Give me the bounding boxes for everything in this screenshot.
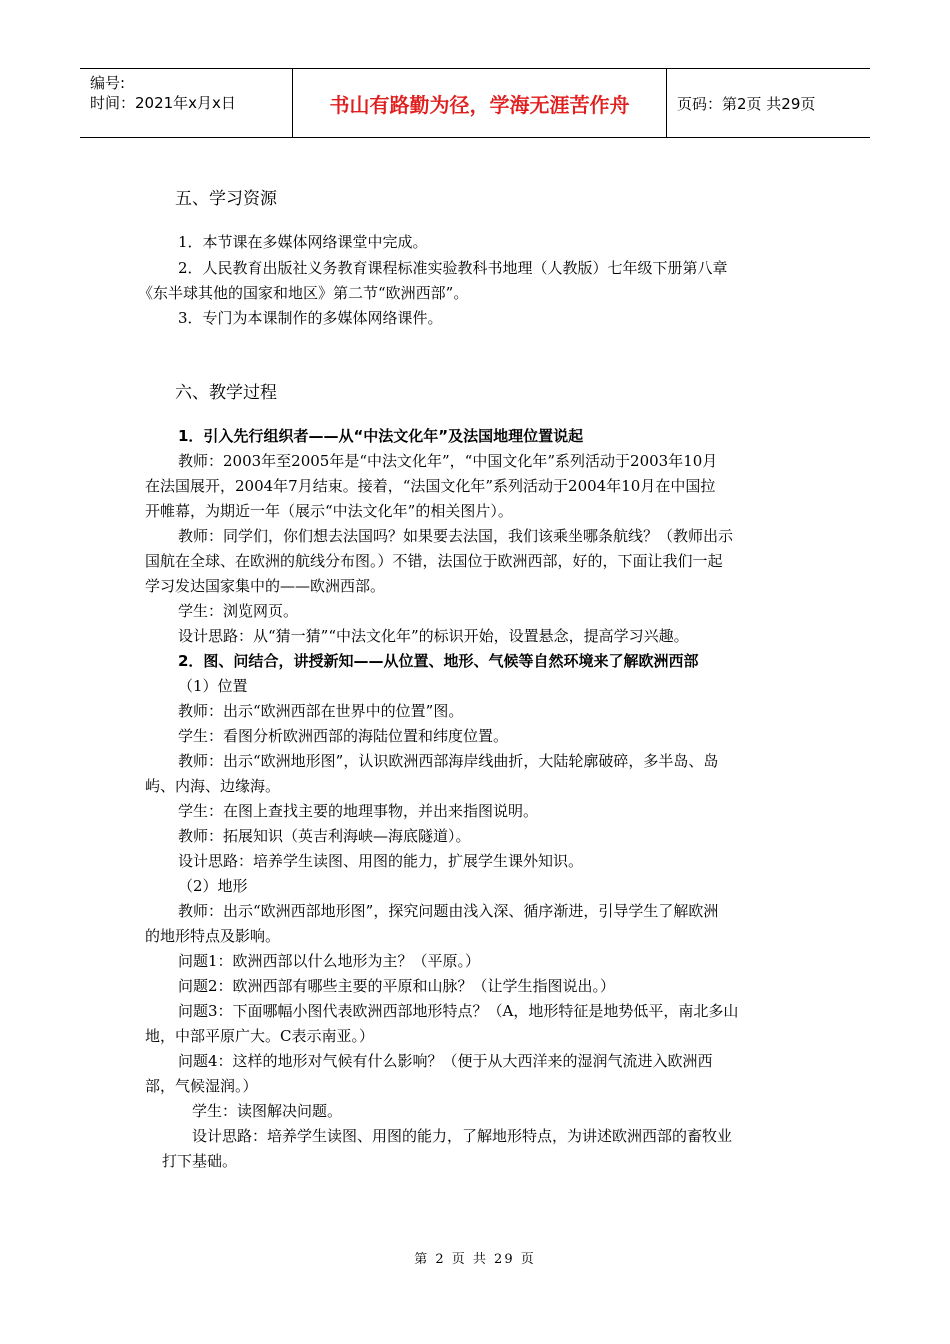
paragraph-line: 学生：看图分析欧洲西部的海陆位置和纬度位置。: [178, 727, 509, 745]
section5-item: 《东半球其他的国家和地区》第二节“欧洲西部”。: [138, 284, 469, 302]
paragraph-line: 设计思路：培养学生读图、用图的能力，了解地形特点，为讲述欧洲西部的畜牧业: [192, 1127, 733, 1145]
paragraph-line: 学生：读图解决问题。: [192, 1102, 343, 1120]
page-info: 页码：第2页 共29页: [677, 94, 816, 113]
paragraph-line: 国航在全球、在欧洲的航线分布图。）不错，法国位于欧洲西部，好的，下面让我们一起: [145, 552, 723, 570]
paragraph-line: 教师：出示“欧洲西部地形图”，探究问题由浅入深、循序渐进，引导学生了解欧洲: [178, 902, 719, 920]
number-label: 编号:: [90, 74, 126, 92]
paragraph-line: 学生：在图上查找主要的地理事物，并出来指图说明。: [178, 802, 539, 820]
paragraph-line: 学习发达国家集中的——欧洲西部。: [145, 577, 386, 595]
subheading-1: 1．引入先行组织者——从“中法文化年”及法国地理位置说起: [178, 427, 584, 445]
paragraph-line: 设计思路：培养学生读图、用图的能力，扩展学生课外知识。: [178, 852, 584, 870]
section5-item: 2．人民教育出版社义务教育课程标准实验教科书地理（人教版）七年级下册第八章: [178, 259, 728, 277]
paragraph-line: （2）地形: [178, 877, 248, 895]
paragraph-line: 教师：同学们，你们想去法国吗？如果要去法国，我们该乘坐哪条航线？（教师出示: [178, 527, 734, 545]
paragraph-line: 学生：浏览网页。: [178, 602, 299, 620]
section5-title: 五、学习资源: [175, 189, 277, 209]
section6-title: 六、教学过程: [175, 383, 277, 403]
section5-item: 1．本节课在多媒体网络课堂中完成。: [178, 233, 428, 251]
paragraph-line: 问题3：下面哪幅小图代表欧洲西部地形特点？（A，地形特征是地势低平，南北多山: [178, 1002, 739, 1020]
date-label: 时间：2021年x月x日: [90, 94, 236, 112]
paragraph-line: 问题1：欧洲西部以什么地形为主？（平原。）: [178, 952, 481, 970]
section5-item: 3．专门为本课制作的多媒体网络课件。: [178, 309, 443, 327]
paragraph-line: 屿、内海、边缘海。: [145, 777, 281, 795]
paragraph-line: 教师：拓展知识（英吉利海峡—海底隧道）。: [178, 827, 471, 845]
header-table: [80, 68, 870, 138]
paragraph-line: 开帷幕，为期近一年（展示“中法文化年”的相关图片）。: [145, 502, 513, 520]
paragraph-line: 部，气候湿润。）: [145, 1077, 258, 1095]
paragraph-line: 打下基础。: [162, 1152, 238, 1170]
subheading-2: 2．图、问结合，讲授新知——从位置、地形、气候等自然环境来了解欧洲西部: [178, 652, 699, 670]
paragraph-line: 教师：出示“欧洲地形图”，认识欧洲西部海岸线曲折，大陆轮廓破碎，多半岛、岛: [178, 752, 719, 770]
paragraph-line: 问题2：欧洲西部有哪些主要的平原和山脉？（让学生指图说出。）: [178, 977, 616, 995]
paragraph-line: （1）位置: [178, 677, 248, 695]
page-footer: 第 2 页 共 29 页: [414, 1252, 536, 1267]
paragraph-line: 问题4：这样的地形对气候有什么影响？（便于从大西洋来的湿润气流进入欧洲西: [178, 1052, 713, 1070]
paragraph-line: 教师：出示“欧洲西部在世界中的位置”图。: [178, 702, 464, 720]
paragraph-line: 在法国展开，2004年7月结束。接着，“法国文化年”系列活动于2004年10月在中国拉: [145, 477, 716, 495]
paragraph-line: 设计思路：从“猜一猜”“中法文化年”的标识开始，设置悬念，提高学习兴趣。: [178, 627, 689, 645]
header-left-cell: [80, 69, 293, 137]
paragraph-line: 教师：2003年至2005年是“中法文化年”，“中国文化年”系列活动于2003年10月: [178, 452, 718, 470]
motto: 书山有路勤为径，学海无涯苦作舟: [293, 69, 667, 137]
paragraph-line: 的地形特点及影响。: [145, 927, 281, 945]
paragraph-line: 地，中部平原广大。C表示南亚。）: [145, 1027, 374, 1045]
